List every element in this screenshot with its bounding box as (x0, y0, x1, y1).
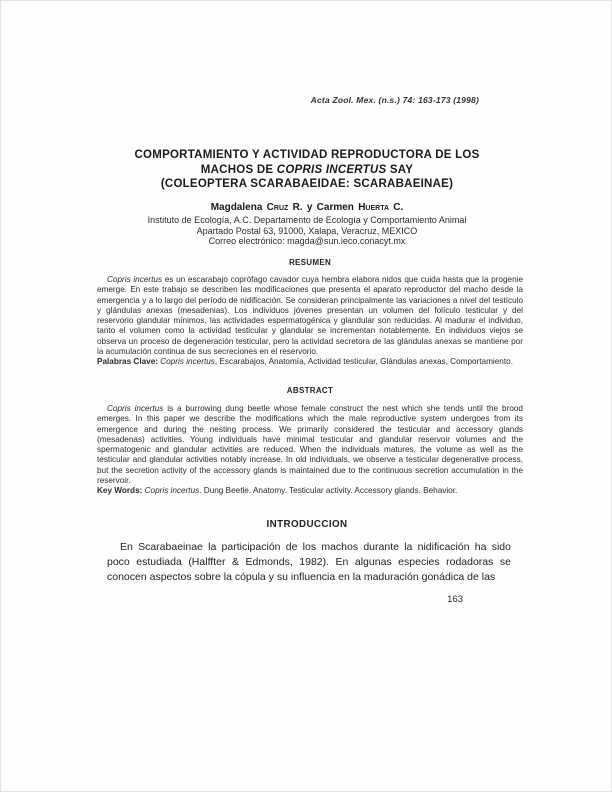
affiliation-block (77, 215, 537, 247)
introduction-heading: INTRODUCCION (266, 519, 348, 530)
abstract-keywords-species: Copris incertus (144, 486, 200, 496)
abstract-species-name: Copris incertus (107, 404, 164, 413)
resumen-body-text: es un escarabajo coprófago cavador cuya hembra elabora nidos que cuida hasta que la progenie emerge. En este trabajo se describen las modificaciones que presenta el aparato reproductor del macho desde la emergencia y a lo largo del período de nidificación. Se consideran principalmente las variaciones a nivel del testículo y glándulas anexas (mesadenias). Los individuos jóvenes presentan un volumen del folículo testicular y del reservorio glandular mínimos, las actividades espermatogénica y glandular son reducidas. Al madurar el individuo, tanto el volumen como la actividad testicular y glandular se incrementan notablemente. En individuos viejos se observa un proceso de degeneración testicular, pero la actividad secretora de las glándulas anexas se mantiene por la acumulación continua de sus secreciones en el reservorio. (97, 275, 523, 357)
abstract-body-text: is a burrowing dung beetle whose female construct the nest which she tends until the brood emerges. In this paper we describe the modifications which the male reproductive system undergoes from its emergence and during the nesting process. We primarily considered the testicular and accessory glands (mesadenas) activities. Young individuals have minimal testicular and glandular reservoir volumes and the spermatogenic and glandular activities are reduced. When the individuals matures, the volume as well as the testicular and glandular activities notably increase. In old individuals, we observe a testicular degenerative process, but the secretion activity of the accessory glands is maintained due to the continuous secretion accumulation in the reservoir. (97, 404, 523, 486)
resumen-species-name: Copris incertus (107, 275, 163, 284)
resumen-keywords (97, 357, 523, 367)
title-species-name: COPRIS INCERTUS (276, 163, 387, 176)
page-number: 163 (447, 594, 463, 605)
resumen-keywords-label: Palabras Clave: (97, 357, 161, 367)
author-2-suffix: C. (393, 202, 404, 213)
article-title-line-3: (COLEOPTERA SCARABAEIDAE: SCARABAEINAE) (160, 178, 454, 190)
abstract-keywords (97, 486, 523, 496)
resumen-keywords-list: , Escarabajos, Anatomía, Actividad testicular, Glándulas anexas, Comportamiento. (214, 357, 513, 367)
author-1-given: Magdalena (210, 202, 263, 213)
author-2-surname: Huerta (358, 202, 390, 213)
abstract-paragraph (97, 404, 523, 486)
authors-connector: R. y Carmen (292, 202, 354, 213)
resumen-heading: RESUMEN (288, 258, 332, 267)
abstract-section (97, 404, 523, 497)
resumen-paragraph (97, 275, 523, 357)
resumen-section (97, 275, 523, 368)
author-1-surname: Cruz (266, 202, 289, 213)
journal-reference: Acta Zool. Mex. (n.s.) 74: 163-173 (1998) (310, 95, 479, 105)
affiliation-line-1: Instituto de Ecología, A.C. Departamento de Ecología y Comportamiento Animal (147, 215, 467, 225)
affiliation-email-line: Correo electrónico: magda@sun.ieco.conacyt.mx (208, 236, 406, 247)
abstract-keywords-label: Key Words: (97, 486, 145, 496)
article-title-line-2 (77, 163, 537, 178)
resumen-keywords-species: Copris incertus (160, 357, 215, 367)
affiliation-line-2: Apartado Postal 63, 91000, Xalapa, Veracruz, MEXICO (196, 225, 418, 236)
article-title (77, 148, 537, 192)
article-title-line-1: COMPORTAMIENTO Y ACTIVIDAD REPRODUCTORA DE LOS (134, 149, 480, 161)
abstract-heading: ABSTRACT (286, 386, 334, 395)
title-species-prefix: MACHOS DE (200, 163, 274, 176)
introduction-section (107, 540, 511, 584)
title-species-suffix: SAY (389, 163, 414, 176)
abstract-keywords-list: . Dung Beetle. Anatomy. Testicular activity. Accessory glands. Behavior. (199, 486, 458, 496)
authors-line (77, 202, 537, 213)
introduction-paragraph: En Scarabaeinae la participación de los machos durante la nidificación ha sido poco estudiada (Halffter & Edmonds, 1982). En algunas especies rodadoras se conocen aspectos sobre la cópula y su influencia en la maduración gonádica de las (107, 541, 511, 583)
